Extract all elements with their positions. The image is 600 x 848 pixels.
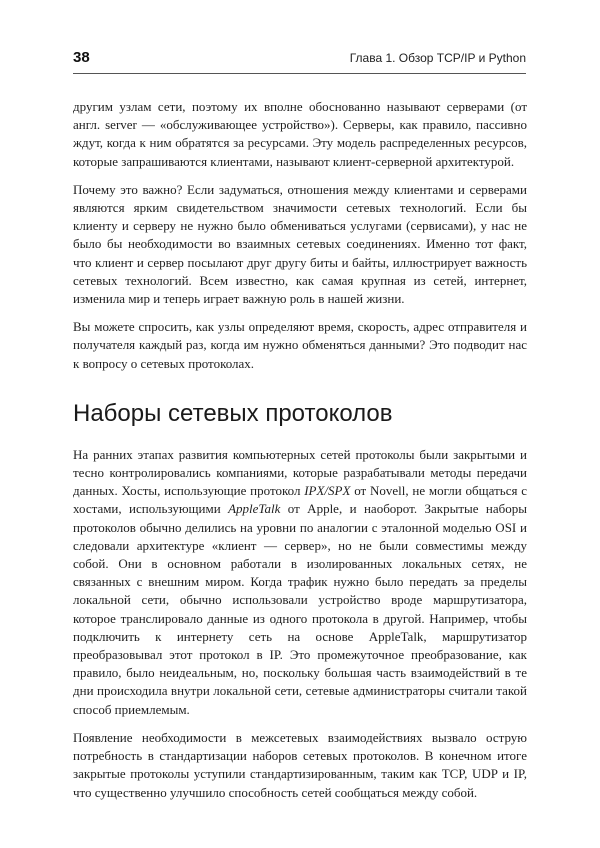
paragraph-2: Почему это важно? Если задуматься, отношения между клиентами и серверами являются ярким свидетельством значимости сетевых технологий. Если бы клиенту и серверу не нужно было обмениваться услугами (сервисами), у нас не было бы необходимости во взаимных сетевых соединениях. Именно тот факт, что клиент и сервер посылают друг другу биты и байты, иллюстрирует важность сетевых технологий. Всем известно, как самая крупная из сетей, интернет, изменила мир и теперь играет важную роль в нашей жизни.: [73, 181, 527, 307]
paragraph-5: Появление необходимости в межсетевых взаимодействиях вызвало острую потребность в стандартизации наборов сетевых протоколов. В конечном итоге закрытые протоколы уступили стандартизированным, таким как TCP, UDP и IP, что существенно улучшило способность сетей сообщаться между собой.: [73, 729, 527, 800]
paragraph-3: Вы можете спросить, как узлы определяют время, скорость, адрес отправителя и получателя каждый раз, когда им нужно обменяться данными? Это подводит нас к вопросу о сетевых протоколах.: [73, 319, 527, 371]
paragraph-4: [73, 446, 527, 719]
page-number: 38: [73, 49, 90, 66]
paragraph-4-part-3: от Apple, и наоборот. Закрытые наборы протоколов обычно делились на уровни по аналогии с эталонной моделью OSI и следовали архитектуре «клиент — сервер», но не были совместимы между собой. Они в основном работали в изолированных локальных сетях, не связанных с внешним миром. Когда трафик нужно было передать за пределы локальной сети, обычно использовали устройство вроде маршрутизатора, которое транслировало данные из одного протокола в другой. Например, чтобы подключить к интернету сеть на основе AppleTalk, маршрутизатор преобразовывал этот протокол в IP. Это промежуточное преобразование, как правило, было неидеальным, но, поскольку большая часть взаимодействий в те дни происходила внутри локальной сети, сетевые администраторы считали такой способ приемлемым.: [73, 501, 527, 717]
ipx-spx-term: IPX/SPX: [304, 483, 351, 499]
section-heading: Наборы сетевых протоколов: [73, 399, 393, 427]
body-text: [73, 98, 527, 812]
paragraph-4-part-2: от Novell, не могли общаться с хостами, использующими: [73, 483, 527, 517]
appletalk-term: AppleTalk: [228, 501, 281, 517]
paragraph-4-part-1: На ранних этапах развития компьютерных сетей протоколы были закрытыми и тесно контролировались компаниями, которые разрабатывали методы передачи данных. Хосты, использующие протокол: [73, 446, 527, 499]
paragraph-1: другим узлам сети, поэтому их вполне обоснованно называют серверами (от англ. server — «обслуживающее устройство»). Серверы, как правило, пассивно ждут, когда к ним обратятся за ресурсами. Эту модель распределенных ресурсов, которые запрашиваются клиентами, называют клиент-серверной архитектурой.: [73, 99, 527, 169]
header-rule: [73, 73, 526, 74]
running-head: Глава 1. Обзор TCP/IP и Python: [349, 51, 526, 65]
